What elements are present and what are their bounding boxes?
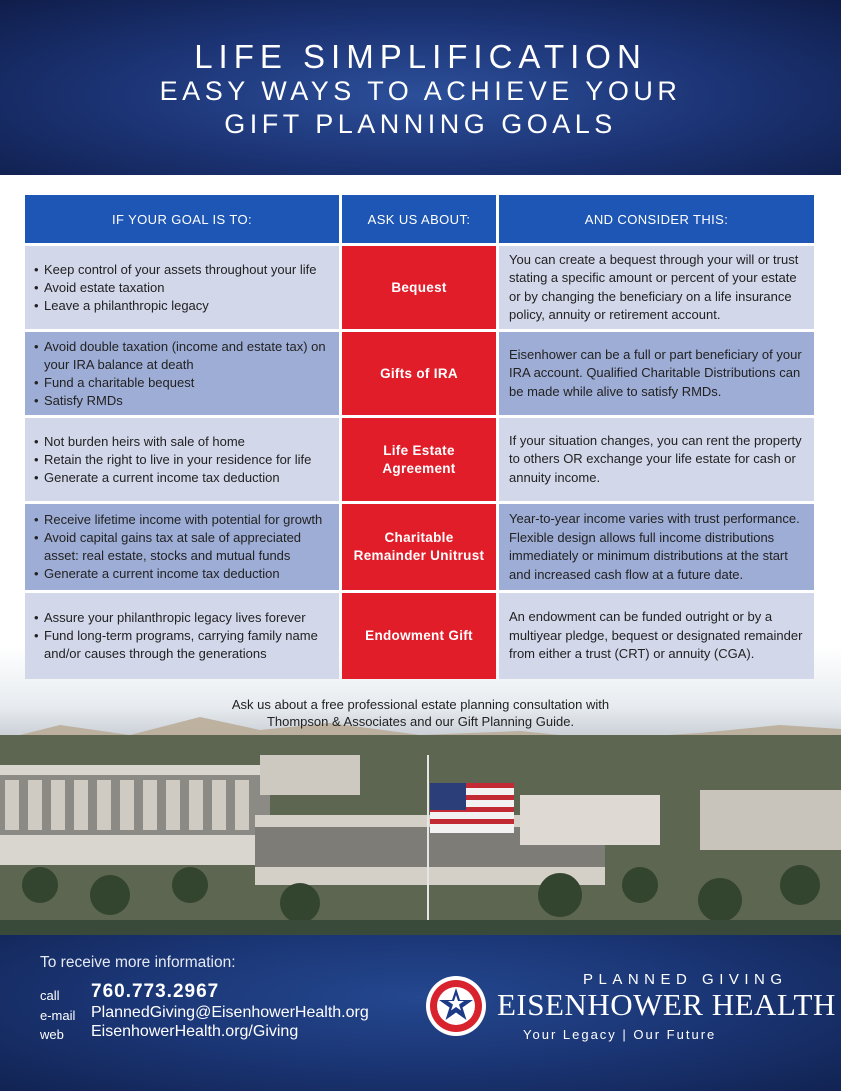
table-row [25, 418, 814, 501]
eisenhower-brand [425, 971, 836, 1055]
header-ask: ASK US ABOUT: [342, 195, 496, 243]
planned-giving-label: PLANNED GIVING [583, 971, 788, 988]
consider-cell [499, 504, 814, 590]
goal-item: • Avoid double taxation (income and estate tax) on your IRA balance at death [34, 338, 331, 374]
title-line-3: GIFT PLANNING GOALS [224, 109, 617, 139]
contact-footer [0, 935, 841, 1091]
call-label: call [40, 988, 60, 1003]
consider-text: Year-to-year income varies with trust performance. Flexible design allows full income distributions immediately or minimum distributions at the start and increased cash flow at a future date. [509, 511, 800, 582]
goal-cell [25, 504, 339, 590]
goal-item: • Receive lifetime income with potential for growth [34, 511, 331, 529]
table-header-row [25, 195, 814, 243]
goal-item: • Satisfy RMDs [34, 392, 331, 410]
brand-tagline: Your Legacy | Our Future [523, 1027, 717, 1042]
table-row [25, 504, 814, 590]
goal-item: • Avoid capital gains tax at sale of appreciated asset: real estate, stocks and mutual funds [34, 529, 331, 565]
consultation-note [0, 696, 841, 730]
goal-item: • Generate a current income tax deduction [34, 565, 331, 583]
web-label: web [40, 1027, 64, 1042]
email-label: e-mail [40, 1008, 76, 1023]
header-goal: IF YOUR GOAL IS TO: [25, 195, 339, 243]
goal-cell [25, 593, 339, 679]
email-link[interactable]: PlannedGiving@EisenhowerHealth.org [91, 1004, 369, 1021]
goal-item: • Leave a philanthropic legacy [34, 297, 316, 315]
consider-text: Eisenhower can be a full or part beneficiary of your IRA account. Qualified Charitable Distributions can be made while alive to satisfy RMDs. [509, 346, 802, 399]
consultation-line-2: Thompson & Associates and our Gift Planning Guide. [266, 714, 575, 729]
eisenhower-star-logo-icon [425, 975, 487, 1037]
consider-cell [499, 332, 814, 415]
title-line-2: EASY WAYS TO ACHIEVE YOUR [159, 76, 682, 106]
table-row [25, 246, 814, 329]
ask-cell-bequest: Bequest [342, 246, 496, 329]
ask-cell-life-estate: Life Estate Agreement [342, 418, 496, 501]
ask-cell-unitrust: Charitable Remainder Unitrust [342, 504, 496, 590]
consider-cell [499, 593, 814, 679]
consider-text: An endowment can be funded outright or by a multiyear pledge, bequest or designated remainder from either a trust (CRT) or annuity (CGA). [509, 609, 803, 662]
goal-cell [25, 246, 339, 329]
goal-item: • Not burden heirs with sale of home [34, 433, 311, 451]
goal-item: • Assure your philanthropic legacy lives forever [34, 609, 331, 627]
ask-cell-gifts-of-ira: Gifts of IRA [342, 332, 496, 415]
campus-buildings-image [0, 735, 841, 935]
goal-item: • Fund long-term programs, carrying family name and/or causes through the generations [34, 627, 331, 663]
goal-cell [25, 332, 339, 415]
phone-number[interactable]: 760.773.2967 [91, 981, 220, 1002]
goal-cell [25, 418, 339, 501]
table-row [25, 332, 814, 415]
page-header [0, 0, 841, 175]
consider-text: If your situation changes, you can rent the property to others OR exchange your life estate for cash or annuity income. [509, 432, 802, 485]
title-line-1: LIFE SIMPLIFICATION [194, 38, 647, 75]
goal-item: • Retain the right to live in your residence for life [34, 451, 311, 469]
goal-item: • Generate a current income tax deduction [34, 469, 311, 487]
table-row [25, 593, 814, 679]
consider-text: You can create a bequest through your will or trust stating a specific amount or percent of your estate or by changing the beneficiary on a life insurance policy, annuity or retirement account. [509, 251, 799, 322]
brand-name: EISENHOWER HEALTH [497, 987, 836, 1022]
consider-cell [499, 246, 814, 329]
web-link[interactable]: EisenhowerHealth.org/Giving [91, 1023, 299, 1040]
header-consider: AND CONSIDER THIS: [499, 195, 814, 243]
goal-item: • Avoid estate taxation [34, 279, 316, 297]
consultation-line-1: Ask us about a free professional estate planning consultation with [231, 697, 610, 712]
more-info-heading: To receive more information: [40, 954, 236, 971]
goal-item: • Keep control of your assets throughout your life [34, 261, 316, 279]
ask-cell-endowment: Endowment Gift [342, 593, 496, 679]
goal-item: • Fund a charitable bequest [34, 374, 331, 392]
consider-cell [499, 418, 814, 501]
